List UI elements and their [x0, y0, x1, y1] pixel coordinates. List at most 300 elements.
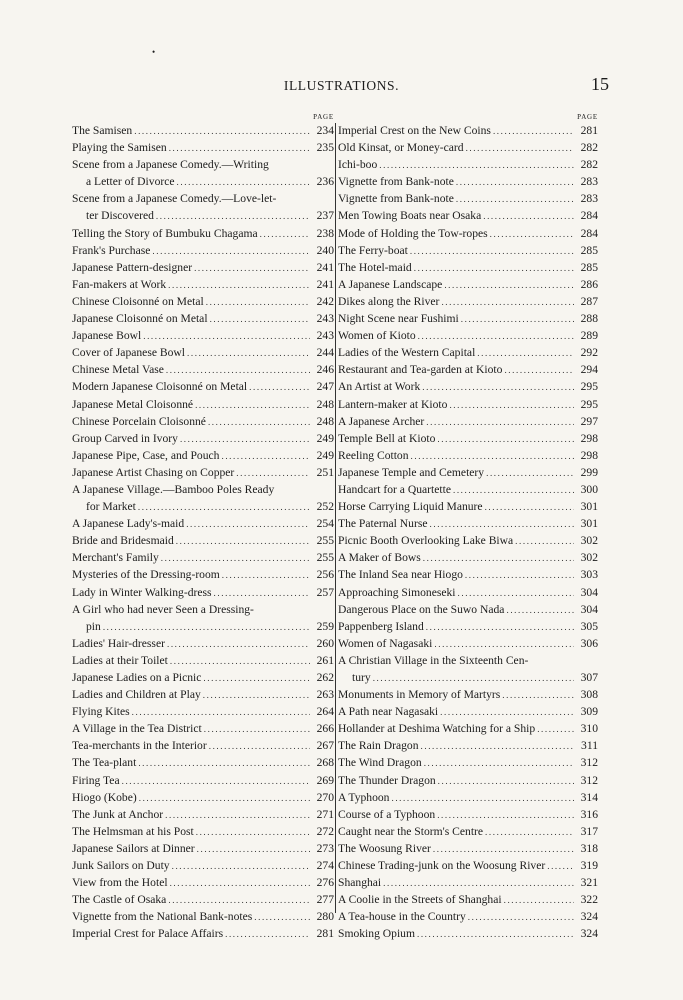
- entry-page: 272: [316, 824, 334, 838]
- leader-dots: [465, 567, 574, 584]
- list-item: [338, 772, 598, 789]
- leader-dots: [249, 379, 310, 396]
- list-item: [338, 498, 598, 515]
- list-item: [72, 789, 334, 806]
- leader-dots: [430, 516, 575, 533]
- left-entry-list: [72, 122, 334, 943]
- entry-title: Bride and Bridesmaid: [72, 534, 174, 548]
- list-item: [338, 652, 598, 686]
- list-item: [338, 823, 598, 840]
- entry-title: A Path near Nagasaki: [338, 705, 439, 719]
- list-item: [72, 481, 334, 515]
- list-item: [338, 840, 598, 857]
- list-item: [72, 413, 334, 430]
- entry-page: 274: [316, 859, 334, 873]
- list-item: [338, 908, 598, 925]
- entry-page: 295: [580, 380, 598, 394]
- entry-page: 271: [316, 807, 334, 821]
- leader-dots: [169, 140, 310, 157]
- leader-dots: [422, 379, 574, 396]
- entry-title: Horse Carrying Liquid Manure: [338, 500, 483, 514]
- entry-title: Hollander at Deshima Watching for a Ship: [338, 722, 536, 736]
- entry-page: 281: [316, 927, 334, 941]
- entry-page: 304: [580, 585, 598, 599]
- list-item: [72, 754, 334, 771]
- entry-page: 255: [316, 534, 334, 548]
- leader-dots: [122, 773, 310, 790]
- entry-page: 318: [580, 841, 598, 855]
- list-item: [72, 720, 334, 737]
- leader-dots: [168, 277, 310, 294]
- page-header: [70, 76, 613, 96]
- leader-dots: [168, 892, 310, 909]
- entry-title: The Rain Dragon: [338, 739, 419, 753]
- list-item: [338, 874, 598, 891]
- list-item: [338, 156, 598, 173]
- page-number: 15: [591, 74, 609, 94]
- entry-title: Imperial Crest on the New Coins: [338, 124, 491, 137]
- leader-dots: [477, 345, 574, 362]
- leader-dots: [208, 414, 310, 431]
- entry-page: 285: [580, 243, 598, 257]
- list-item: [338, 259, 598, 276]
- entry-page: 303: [580, 568, 598, 582]
- entry-title-continued: for Market: [86, 500, 136, 514]
- entry-page: 247: [316, 380, 334, 394]
- leader-dots: [379, 157, 574, 174]
- entry-page: 246: [316, 363, 334, 377]
- entry-title: Junk Sailors on Duty: [72, 859, 170, 873]
- entry-title: Vignette from Bank-note: [338, 175, 454, 189]
- entry-title: Chinese Metal Vase: [72, 363, 164, 377]
- list-item: [338, 344, 598, 361]
- list-item: [72, 310, 334, 327]
- entry-title: The Helmsman at his Post: [72, 824, 194, 838]
- entry-title: Frank's Purchase: [72, 243, 151, 257]
- entry-title: A Japanese Village.—Bamboo Poles Ready: [72, 482, 275, 496]
- leader-dots: [423, 550, 574, 567]
- list-item: [72, 857, 334, 874]
- entry-title: Modern Japanese Cloisonné on Metal: [72, 380, 248, 394]
- entry-page: 235: [316, 141, 334, 155]
- leader-dots: [537, 721, 574, 738]
- entry-title: Chinese Porcelain Cloisonné: [72, 414, 206, 428]
- entry-title: The Samisen: [72, 124, 133, 137]
- entry-page: 267: [316, 739, 334, 753]
- entry-page: 317: [580, 824, 598, 838]
- entry-page: 284: [580, 226, 598, 240]
- leader-dots: [225, 926, 310, 943]
- entry-title: Restaurant and Tea-garden at Kioto: [338, 363, 503, 377]
- leader-dots: [438, 773, 574, 790]
- list-item: [338, 293, 598, 310]
- entry-page: 281: [580, 124, 598, 137]
- entry-page: 307: [580, 671, 598, 684]
- list-item: [338, 515, 598, 532]
- list-item: [72, 908, 334, 925]
- entry-title: Ladies' Hair-dresser: [72, 636, 165, 650]
- leader-dots: [458, 585, 574, 602]
- entry-page: 277: [316, 893, 334, 907]
- entry-page: 238: [316, 226, 334, 240]
- list-item: [338, 173, 598, 190]
- list-item: [72, 823, 334, 840]
- column-divider: [335, 123, 336, 913]
- list-item: [72, 447, 334, 464]
- entry-page: 241: [316, 260, 334, 274]
- entry-page: 242: [316, 294, 334, 308]
- list-item: [72, 276, 334, 293]
- entry-title: Chinese Cloisonné on Metal: [72, 294, 204, 308]
- entry-title: A Japanese Lady's-maid: [72, 517, 185, 531]
- leader-dots: [515, 533, 574, 550]
- page-column-heading: PAGE: [313, 113, 334, 121]
- list-item: [338, 361, 598, 378]
- leader-dots: [139, 790, 310, 807]
- entry-page: 285: [580, 260, 598, 274]
- entry-title: Ladies of the Western Capital: [338, 346, 476, 360]
- leader-dots: [414, 260, 574, 277]
- entry-page: 288: [580, 312, 598, 326]
- leader-dots: [426, 414, 574, 431]
- entry-page: 287: [580, 294, 598, 308]
- entry-title: Japanese Sailors at Dinner: [72, 841, 195, 855]
- list-item: [338, 464, 598, 481]
- entry-page: 248: [316, 397, 334, 411]
- leader-dots: [197, 841, 310, 858]
- leader-dots: [186, 516, 310, 533]
- entry-title: An Artist at Work: [338, 380, 421, 394]
- entry-page: 304: [580, 602, 598, 616]
- leader-dots: [176, 533, 310, 550]
- list-item: [338, 190, 598, 207]
- list-item: [72, 566, 334, 583]
- list-item: [338, 242, 598, 259]
- leader-dots: [222, 567, 310, 584]
- leader-dots: [221, 448, 310, 465]
- entry-title: A Girl who had never Seen a Dressing-: [72, 602, 254, 616]
- entry-page: 268: [316, 756, 334, 770]
- leader-dots: [170, 653, 310, 670]
- list-item: [72, 703, 334, 720]
- leader-dots: [434, 636, 574, 653]
- entry-page: 292: [580, 346, 598, 360]
- entry-title: Japanese Temple and Cemetery: [338, 465, 485, 479]
- entry-title: Night Scene near Fushimi: [338, 312, 459, 326]
- leader-dots: [486, 465, 574, 482]
- list-item: [338, 378, 598, 395]
- list-item: [72, 344, 334, 361]
- entry-title: Japanese Cloisonné on Metal: [72, 312, 208, 326]
- leader-dots: [172, 858, 310, 875]
- entry-page: 255: [316, 551, 334, 565]
- entry-title: Temple Bell at Kioto: [338, 431, 436, 445]
- entry-title: Imperial Crest for Palace Affairs: [72, 927, 224, 941]
- entry-title: Scene from a Japanese Comedy.—Love-let-: [72, 192, 277, 206]
- leader-dots: [138, 499, 310, 516]
- list-item: [72, 772, 334, 789]
- leader-dots: [485, 824, 574, 841]
- entry-title: The Ferry-boat: [338, 243, 408, 257]
- entry-title: Scene from a Japanese Comedy.—Writing: [72, 158, 269, 172]
- list-item: [338, 447, 598, 464]
- leader-dots: [426, 619, 574, 636]
- leader-dots: [203, 687, 310, 704]
- entry-page: 284: [580, 209, 598, 223]
- leader-dots: [437, 807, 574, 824]
- list-item: [72, 874, 334, 891]
- list-item: [338, 122, 598, 139]
- entry-title: Smoking Opium: [338, 927, 415, 941]
- list-item: [72, 293, 334, 310]
- entry-title: A Christian Village in the Sixteenth Cen-: [338, 653, 529, 667]
- list-item: [72, 327, 334, 344]
- leader-dots: [103, 619, 310, 636]
- entry-title-continued: a Letter of Divorce: [86, 175, 175, 189]
- entry-title: Flying Kites: [72, 705, 130, 719]
- leader-dots: [504, 892, 574, 909]
- entry-page: 305: [580, 619, 598, 633]
- leader-dots: [236, 465, 310, 482]
- leader-dots: [391, 790, 574, 807]
- entry-page: 280: [316, 910, 334, 924]
- leader-dots: [456, 174, 574, 191]
- entry-page: 262: [316, 671, 334, 684]
- entry-page: 283: [580, 175, 598, 189]
- entry-page: 259: [316, 619, 334, 633]
- leader-dots: [203, 670, 310, 687]
- list-item: [338, 925, 598, 942]
- entry-title: Course of a Typhoon: [338, 807, 436, 821]
- list-item: [72, 430, 334, 447]
- entry-title: The Wind Dragon: [338, 756, 422, 770]
- entry-title: Vignette from the National Bank-notes: [72, 910, 253, 924]
- entry-title: Japanese Bowl: [72, 329, 142, 343]
- leader-dots: [195, 397, 310, 414]
- entry-page: 299: [580, 465, 598, 479]
- entry-title: Japanese Artist Chasing on Copper: [72, 465, 235, 479]
- list-item: [338, 396, 598, 413]
- entry-title: Dikes along the River: [338, 294, 440, 308]
- entry-page: 324: [580, 927, 598, 941]
- list-item: [338, 566, 598, 583]
- leader-dots: [485, 499, 574, 516]
- leader-dots: [424, 755, 574, 772]
- leader-dots: [373, 670, 574, 687]
- entry-title-continued: pin: [86, 619, 101, 633]
- list-item: [338, 276, 598, 293]
- entry-page: 319: [580, 859, 598, 873]
- entry-title: Cover of Japanese Bowl: [72, 346, 186, 360]
- list-item: [338, 225, 598, 242]
- list-item: [72, 259, 334, 276]
- entry-title: Mysteries of the Dressing-room: [72, 568, 220, 582]
- entry-page: 312: [580, 773, 598, 787]
- entry-title: A Maker of Bows: [338, 551, 421, 565]
- entry-page: 257: [316, 585, 334, 599]
- entry-page: 314: [580, 790, 598, 804]
- leader-dots: [134, 123, 310, 140]
- entry-title: The Inland Sea near Hiogo: [338, 568, 463, 582]
- leader-dots: [437, 431, 574, 448]
- entry-page: 322: [580, 893, 598, 907]
- entry-title: Mode of Holding the Tow-ropes: [338, 226, 488, 240]
- leader-dots: [483, 208, 574, 225]
- leader-dots: [453, 482, 574, 499]
- list-item: [72, 139, 334, 156]
- page-title: ILLUSTRATIONS.: [283, 78, 400, 93]
- list-item: [72, 635, 334, 652]
- list-item: [338, 584, 598, 601]
- list-item: [72, 925, 334, 942]
- entry-title: Firing Tea: [72, 773, 120, 787]
- list-item: [72, 549, 334, 566]
- leader-dots: [194, 260, 310, 277]
- list-item: [72, 242, 334, 259]
- entry-title: A Village in the Tea District: [72, 722, 202, 736]
- list-item: [72, 652, 334, 669]
- entry-title: Monuments in Memory of Martyrs: [338, 688, 501, 702]
- leader-dots: [449, 397, 574, 414]
- leader-dots: [204, 721, 310, 738]
- leader-dots: [468, 909, 574, 926]
- list-item: [338, 430, 598, 447]
- entry-page: 234: [316, 124, 334, 137]
- entry-title: Women of Kioto: [338, 329, 416, 343]
- leader-dots: [547, 858, 574, 875]
- entry-title: The Thunder Dragon: [338, 773, 436, 787]
- entry-page: 321: [580, 876, 598, 890]
- leader-dots: [440, 704, 574, 721]
- entry-page: 308: [580, 688, 598, 702]
- entry-title: The Tea-plant: [72, 756, 137, 770]
- leader-dots: [210, 311, 310, 328]
- leader-dots: [206, 294, 310, 311]
- list-item: [72, 601, 334, 635]
- entry-page: 324: [580, 910, 598, 924]
- leader-dots: [170, 875, 310, 892]
- entry-title: A Japanese Archer: [338, 414, 425, 428]
- entry-page: 295: [580, 397, 598, 411]
- leader-dots: [187, 345, 310, 362]
- entry-title: The Junk at Anchor: [72, 807, 164, 821]
- stray-mark: •: [152, 47, 156, 57]
- entry-title: Women of Nagasaki: [338, 636, 433, 650]
- leader-dots: [444, 277, 574, 294]
- leader-dots: [196, 824, 310, 841]
- entry-page: 260: [316, 636, 334, 650]
- entry-page: 249: [316, 431, 334, 445]
- list-item: [338, 635, 598, 652]
- list-item: [338, 789, 598, 806]
- list-item: [338, 618, 598, 635]
- list-item: [338, 806, 598, 823]
- leader-dots: [433, 841, 574, 858]
- leader-dots: [441, 294, 574, 311]
- leader-dots: [504, 362, 574, 379]
- entry-page: 263: [316, 688, 334, 702]
- entry-page: 252: [316, 500, 334, 514]
- entry-page: 264: [316, 705, 334, 719]
- entry-page: 289: [580, 329, 598, 343]
- leader-dots: [138, 755, 310, 772]
- entry-page: 254: [316, 517, 334, 531]
- leader-dots: [260, 226, 310, 243]
- list-item: [72, 361, 334, 378]
- list-item: [338, 532, 598, 549]
- entry-title-continued: tury: [352, 671, 371, 684]
- list-item: [72, 806, 334, 823]
- list-item: [338, 754, 598, 771]
- entry-page: 298: [580, 448, 598, 462]
- entry-title: Men Towing Boats near Osaka: [338, 209, 482, 223]
- entry-title: A Typhoon: [338, 790, 390, 804]
- list-item: [338, 310, 598, 327]
- entry-title: Ichi-boo: [338, 158, 378, 172]
- leader-dots: [421, 738, 575, 755]
- entry-title: Vignette from Bank-note: [338, 192, 454, 206]
- list-item: [72, 515, 334, 532]
- entry-page: 282: [580, 158, 598, 172]
- leader-dots: [411, 448, 574, 465]
- leader-dots: [132, 704, 310, 721]
- entry-page: 270: [316, 790, 334, 804]
- list-item: [338, 327, 598, 344]
- entry-page: 240: [316, 243, 334, 257]
- entry-title: Dangerous Place on the Suwo Nada: [338, 602, 505, 616]
- leader-dots: [418, 328, 574, 345]
- leader-dots: [417, 926, 574, 943]
- entry-title: Chinese Trading-junk on the Woosung River: [338, 859, 546, 873]
- left-column: [72, 113, 334, 943]
- entry-title: Group Carved in Ivory: [72, 431, 178, 445]
- entry-title-continued: ter Discovered: [86, 209, 154, 223]
- leader-dots: [161, 550, 310, 567]
- list-item: [72, 840, 334, 857]
- leader-dots: [152, 243, 310, 260]
- entry-page: 298: [580, 431, 598, 445]
- entry-page: 282: [580, 141, 598, 155]
- page-column-heading: PAGE: [577, 113, 598, 121]
- entry-title: Japanese Metal Cloisonné: [72, 397, 194, 411]
- list-item: [72, 396, 334, 413]
- entry-page: 248: [316, 414, 334, 428]
- entry-page: 261: [316, 653, 334, 667]
- leader-dots: [502, 687, 574, 704]
- right-entry-list: [338, 122, 598, 943]
- leader-dots: [156, 208, 310, 225]
- list-item: [72, 156, 334, 190]
- entry-page: 306: [580, 636, 598, 650]
- entry-page: 256: [316, 568, 334, 582]
- entry-title: Approaching Simoneseki: [338, 585, 456, 599]
- entry-page: 312: [580, 756, 598, 770]
- leader-dots: [166, 362, 310, 379]
- entry-page: 251: [316, 465, 334, 479]
- leader-dots: [461, 311, 574, 328]
- leader-dots: [410, 243, 574, 260]
- entry-page: 249: [316, 448, 334, 462]
- entry-title: Handcart for a Quartette: [338, 482, 451, 496]
- list-item: [72, 532, 334, 549]
- entry-title: Ladies at their Toilet: [72, 653, 168, 667]
- list-item: [72, 225, 334, 242]
- list-item: [72, 122, 334, 139]
- entry-title: Shanghai: [338, 876, 382, 890]
- entry-title: A Coolie in the Streets of Shanghai: [338, 893, 502, 907]
- leader-dots: [493, 123, 574, 140]
- entry-page: 244: [316, 346, 334, 360]
